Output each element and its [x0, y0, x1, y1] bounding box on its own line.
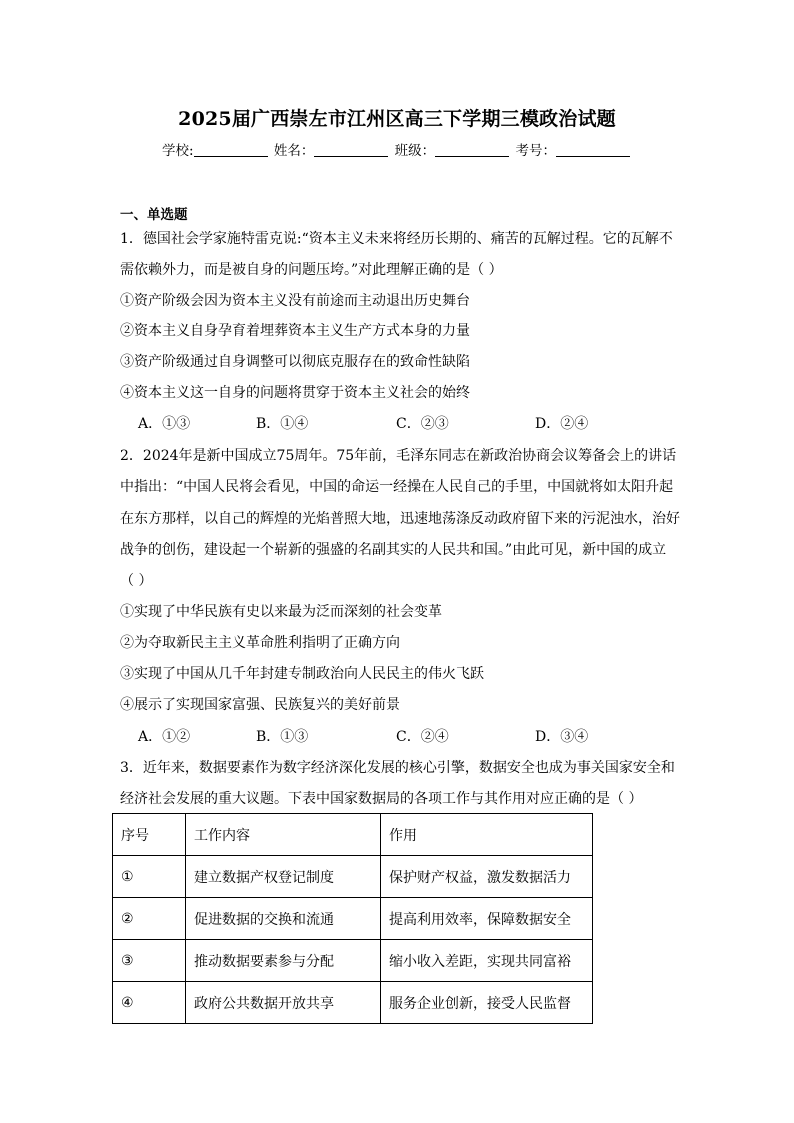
table-cell: 缩小收入差距，实现共同富裕 — [381, 940, 593, 982]
q2-option-d[interactable]: D．③④ — [535, 729, 589, 745]
q2-item: ②为夺取新民主主义革命胜利指明了正确方向 — [120, 635, 400, 651]
name-label: 姓名： — [273, 143, 315, 159]
q1-option-b[interactable]: B．①④ — [256, 416, 309, 432]
table-row — [113, 898, 593, 940]
table-cell: 建立数据产权登记制度 — [186, 856, 381, 898]
exam-number-label: 考号： — [515, 143, 556, 159]
table-cell: 服务企业创新，接受人民监督 — [381, 982, 593, 1024]
q1-item: ③资产阶级通过自身调整可以彻底克服存在的致命性缺陷 — [120, 354, 470, 370]
q2-option-b[interactable]: B．①③ — [256, 729, 309, 745]
q2-stem-line: 在东方那样，以自己的辉煌的光焰普照大地，迅速地荡涤反动政府留下来的污泥浊水，治好 — [120, 511, 680, 527]
q2-item: ①实现了中华民族有史以来最为泛而深刻的社会变革 — [120, 604, 442, 620]
q1-option-d[interactable]: D．②④ — [535, 416, 589, 432]
table-cell: 保护财产权益，激发数据活力 — [381, 856, 593, 898]
q1-option-a[interactable]: A．①③ — [138, 416, 191, 432]
table-cell: 政府公共数据开放共享 — [186, 982, 381, 1024]
table-row — [113, 982, 593, 1024]
table-cell: ③ — [113, 940, 186, 982]
table-header-cell: 序号 — [113, 814, 186, 856]
q2-stem-line: （ ） — [120, 573, 153, 589]
school-label: 学校: — [162, 143, 194, 159]
table-cell: ② — [113, 898, 186, 940]
table-header-cell: 工作内容 — [186, 814, 381, 856]
q1-item: ④资本主义这一自身的问题将贯穿于资本主义社会的始终 — [120, 385, 470, 401]
table-row — [113, 856, 593, 898]
q3-table — [112, 813, 593, 1024]
table-cell: 促进数据的交换和流通 — [186, 898, 381, 940]
section-heading: 一、单选题 — [120, 207, 188, 223]
school-blank[interactable] — [194, 142, 268, 157]
q3-stem-line: 3．近年来，数据要素作为数字经济深化发展的核心引擎，数据安全也成为事关国家安全和 — [120, 760, 675, 776]
table-row — [113, 940, 593, 982]
table-cell: ① — [113, 856, 186, 898]
table-header-row — [113, 814, 593, 856]
page-title: 2025届广西崇左市江州区高三下学期三模政治试题 — [178, 108, 616, 130]
q1-stem-line: 需依赖外力，而是被自身的问题压垮。”对此理解正确的是（ ） — [120, 262, 503, 278]
student-info-line — [0, 139, 794, 159]
table-header-cell: 作用 — [381, 814, 593, 856]
q3-stem-line: 经济社会发展的重大议题。下表中国家数据局的各项工作与其作用对应正确的是（ ） — [120, 791, 643, 807]
name-blank[interactable] — [314, 142, 388, 157]
q2-stem-line: 战争的创伤，建设起一个崭新的强盛的名副其实的人民共和国。”由此可见，新中国的成立 — [120, 542, 667, 558]
q2-option-c[interactable]: C．②④ — [396, 729, 449, 745]
q2-item: ③实现了中国从几千年封建专制政治向人民民主的伟火飞跃 — [120, 666, 484, 682]
q2-item: ④展示了实现国家富强、民族复兴的美好前景 — [120, 697, 400, 713]
q2-stem-line: 2．2024年是新中国成立75周年。75年前，毛泽东同志在新政治协商会议筹备会上的讲话 — [120, 448, 677, 464]
exam-number-blank[interactable] — [556, 142, 630, 157]
q1-item: ②资本主义自身孕育着埋葬资本主义生产方式本身的力量 — [120, 323, 470, 339]
table-cell: 提高利用效率，保障数据安全 — [381, 898, 593, 940]
table-cell: ④ — [113, 982, 186, 1024]
table-cell: 推动数据要素参与分配 — [186, 940, 381, 982]
class-blank[interactable] — [435, 142, 509, 157]
q1-option-c[interactable]: C．②③ — [396, 416, 449, 432]
class-label: 班级： — [394, 143, 436, 159]
q1-stem-line: 1．德国社会学家施特雷克说:“资本主义未来将经历长期的、痛苦的瓦解过程。它的瓦解不 — [120, 231, 673, 247]
q1-item: ①资产阶级会因为资本主义没有前途而主动退出历史舞台 — [120, 293, 470, 309]
q2-stem-line: 中指出：“中国人民将会看见，中国的命运一经操在人民自己的手里，中国就将如太阳升起 — [120, 479, 674, 495]
q2-option-a[interactable]: A．①② — [138, 729, 191, 745]
